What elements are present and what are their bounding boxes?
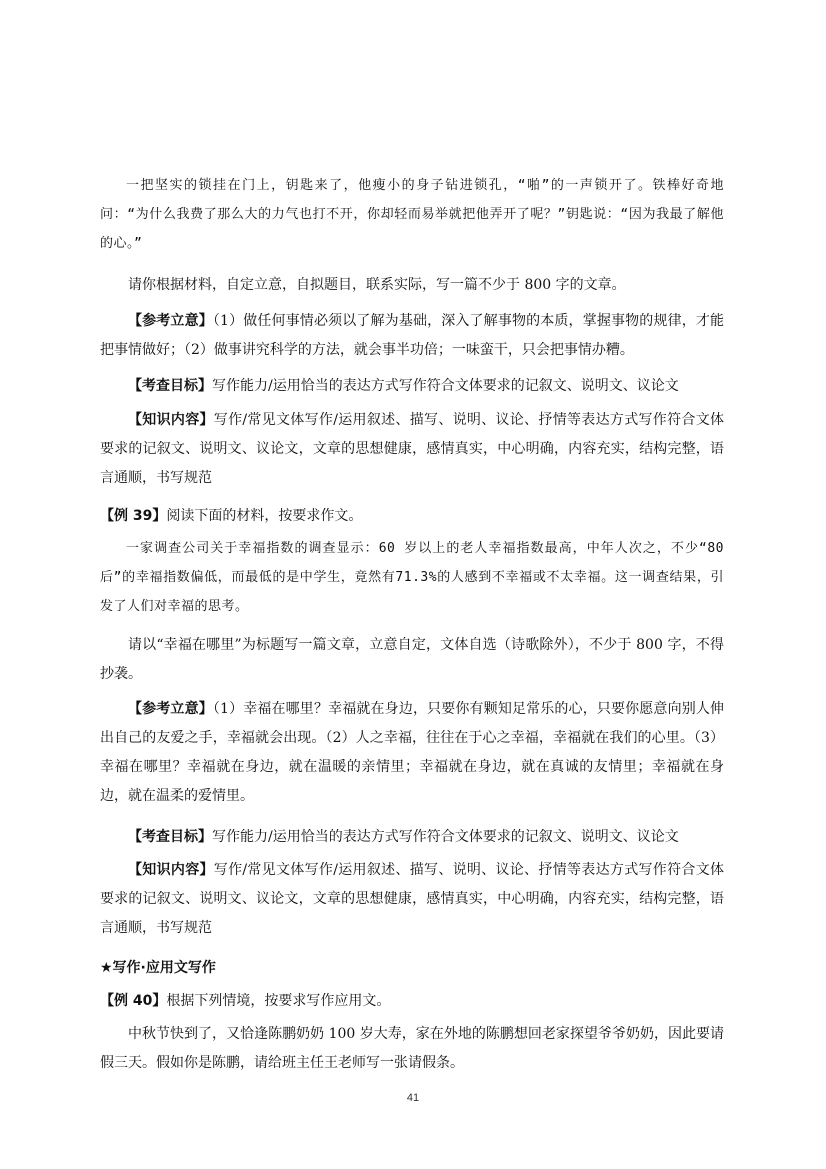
ex40-heading: 【例 40】根据下列情境，按要求写作应用文。 xyxy=(100,993,391,1009)
ex39-material: 一家调查公司关于幸福指数的调查显示：60 岁以上的老人幸福指数最高，中年人次之，不少“80后”的幸福指数偏低，而最低的是中学生，竟然有71.3%的人感到不幸福或不太幸福。这一调查结果，引发了人们对幸福的思考。 xyxy=(100,541,724,614)
ex40-material: 中秋节快到了，又恰逢陈鹏奶奶 100 岁大寿，家在外地的陈鹏想回老家探望爷爷奶奶，因此要请假三天。假如你是陈鹏，请给班主任王老师写一张请假条。 xyxy=(100,1026,724,1071)
page-number: 41 xyxy=(406,1092,420,1104)
ex40-tag: 【例 40】 xyxy=(100,993,167,1009)
ex38-exam-goal: 【考查目标】写作能力/运用恰当的表达方式写作符合文体要求的记叙文、说明文、议论文 xyxy=(128,378,679,394)
ex39-knowledge-tag: 【知识内容】 xyxy=(128,862,214,878)
ex39-heading: 【例 39】阅读下面的材料，按要求作文。 xyxy=(100,508,363,524)
story-material: 一把坚实的锁挂在门上，钥匙来了，他瘦小的身子钻进锁孔，“啪”的一声锁开了。铁棒好奇地问：“为什么我费了那么大的力气也打不开，你却轻而易举就把他弄开了呢？”钥匙说：“因为我最了解他的心。” xyxy=(100,178,724,251)
story-prompt: 请你根据材料，自定立意，自拟题目，联系实际，写一篇不少于 800 字的文章。 xyxy=(128,277,626,293)
ex38-knowledge-content: 【知识内容】写作/常见文体写作/运用叙述、描写、说明、议论、抒情等表达方式写作符合文体要求的记叙文、说明文、议论文，文章的思想健康，感情真实，中心明确，内容充实，结构完整，语言通顺，书写规范 xyxy=(100,412,724,486)
ex38-reference-intent: 【参考立意】（1）做任何事情必须以了解为基础，深入了解事物的本质，掌握事物的规律，才能把事情做好；（2）做事讲究科学的方法，就会事半功倍；一味蛮干，只会把事情办糟。 xyxy=(100,313,725,358)
ex38-reference-tag: 【参考立意】 xyxy=(128,313,213,329)
section-title: ★写作·应用文写作 xyxy=(100,960,216,976)
ex39-prompt: 请以“幸福在哪里”为标题写一篇文章，立意自定，文体自选（诗歌除外），不少于 800 字，不得抄袭。 xyxy=(100,637,724,682)
ex39-exam-goal: 【考查目标】写作能力/运用恰当的表达方式写作符合文体要求的记叙文、说明文、议论文 xyxy=(128,829,679,845)
ex39-tag: 【例 39】 xyxy=(100,508,167,524)
ex38-knowledge-tag: 【知识内容】 xyxy=(128,412,214,428)
ex39-reference-tag: 【参考立意】 xyxy=(128,701,213,717)
ex39-goal-tag: 【考查目标】 xyxy=(128,829,212,845)
ex39-knowledge-content: 【知识内容】写作/常见文体写作/运用叙述、描写、说明、议论、抒情等表达方式写作符合文体要求的记叙文、说明文、议论文，文章的思想健康，感情真实，中心明确，内容充实，结构完整，语言通顺，书写规范 xyxy=(100,862,724,936)
ex39-reference-intent: 【参考立意】（1）幸福在哪里？幸福就在身边，只要你有颗知足常乐的心，只要你愿意向别人伸出自己的友爱之手，幸福就会出现。（2）人之幸福，往往在于心之幸福，幸福就在我们的心里。（3）幸福在哪里？幸福就在身边，就在温暖的亲情里；幸福就在身边，就在真诚的友情里；幸福就在身边，就在温柔的爱情里。 xyxy=(100,701,725,804)
ex38-goal-tag: 【考查目标】 xyxy=(128,378,212,394)
